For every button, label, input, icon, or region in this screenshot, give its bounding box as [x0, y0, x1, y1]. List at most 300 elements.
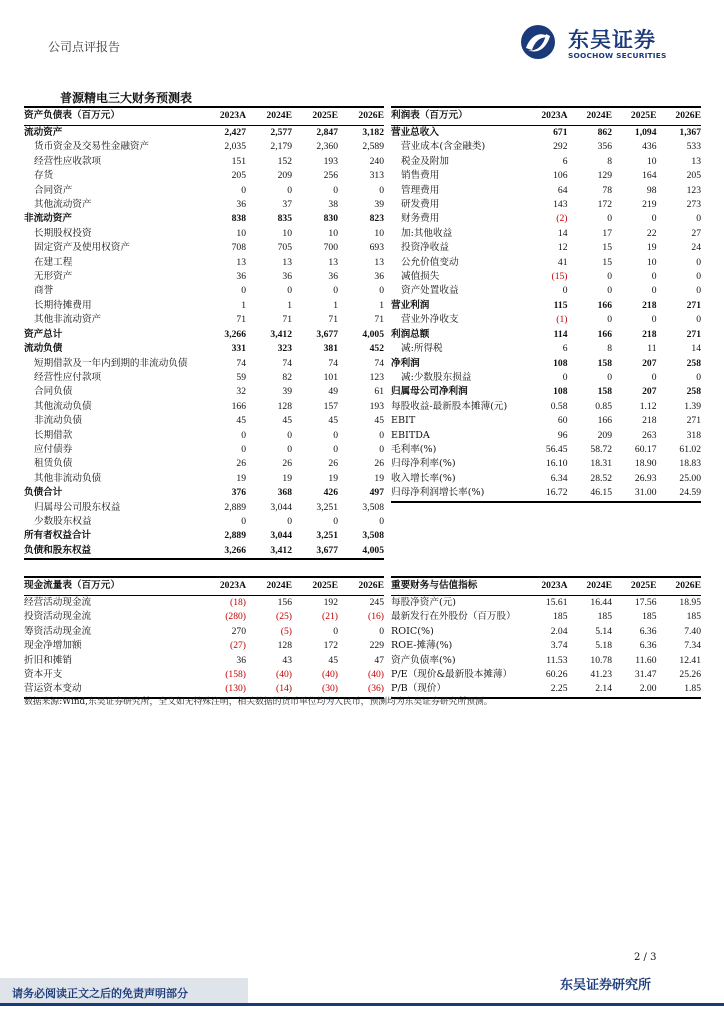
row-label: 每股净资产(元)	[391, 597, 457, 608]
value-text: ( 14 )	[276, 683, 292, 694]
year-header: 2023A	[200, 107, 246, 126]
table-row	[24, 544, 384, 559]
value-cell	[568, 400, 613, 414]
value-cell	[338, 414, 384, 428]
value-text: 10	[374, 227, 384, 239]
value-text: 13	[691, 155, 701, 167]
value-text: 2,847	[316, 127, 338, 138]
value-cell	[292, 328, 338, 342]
table-row	[391, 227, 701, 241]
value-text: 24.59	[679, 487, 701, 499]
value-cell	[200, 198, 246, 212]
value-cell	[657, 371, 702, 385]
footer-divider	[0, 1003, 724, 1006]
value-cell	[292, 668, 338, 682]
value-text: 2,577	[270, 127, 292, 138]
value-text: 7.34	[684, 640, 701, 652]
value-cell	[200, 126, 246, 141]
value-text: 0	[696, 256, 701, 268]
value-cell	[523, 596, 568, 611]
year-header: 2024E	[246, 577, 292, 596]
value-text: ( 30 )	[322, 683, 338, 694]
value-cell	[612, 654, 657, 668]
value-cell	[657, 198, 702, 212]
table-row	[391, 654, 701, 668]
table-row	[391, 184, 701, 198]
row-label: 应付债券	[34, 443, 73, 455]
logo-text-en: SOOCHOW SECURITIES	[568, 51, 667, 60]
row-label: 折旧和摊销	[24, 654, 72, 666]
value-text: 1,367	[679, 127, 701, 138]
value-text: 59	[236, 371, 246, 383]
value-text: 172	[323, 640, 338, 652]
value-cell	[292, 212, 338, 226]
value-cell	[246, 155, 292, 169]
table-row	[391, 284, 701, 298]
row-label: 长期股权投资	[34, 227, 92, 239]
value-text: 2.00	[639, 683, 657, 695]
table-row	[24, 457, 384, 471]
value-cell	[292, 610, 338, 624]
value-cell	[338, 357, 384, 371]
value-cell	[612, 184, 657, 198]
value-text: 8	[607, 155, 612, 167]
cash-flow-table	[24, 576, 384, 699]
value-cell	[657, 357, 702, 371]
value-cell	[657, 385, 702, 399]
table-row	[24, 443, 384, 457]
row-label: 归属母公司净利润	[391, 386, 468, 398]
table-row	[391, 270, 701, 284]
table-header-row	[391, 107, 701, 126]
row-label: 合同资产	[34, 184, 73, 196]
table-row	[391, 472, 701, 486]
value-text: 17.56	[634, 597, 657, 608]
year-header: 2024E	[568, 577, 613, 596]
value-cell	[523, 198, 568, 212]
value-text: 56.45	[545, 443, 568, 455]
value-cell	[657, 241, 702, 255]
value-cell	[657, 155, 702, 169]
value-cell	[338, 443, 384, 457]
value-cell	[568, 682, 613, 697]
value-cell	[568, 270, 613, 284]
value-text: 0	[696, 314, 701, 326]
row-label: EBITDA	[391, 429, 430, 441]
value-cell	[568, 639, 613, 653]
value-cell	[292, 126, 338, 141]
value-cell	[338, 400, 384, 414]
value-text: 273	[686, 199, 701, 211]
value-cell	[657, 169, 702, 183]
row-label: 收入增长率(%)	[391, 472, 456, 484]
value-text: 32	[236, 386, 246, 398]
value-text: 151	[231, 155, 246, 167]
value-text: 38	[328, 199, 338, 211]
value-cell	[657, 256, 702, 270]
row-label: 非流动负债	[34, 415, 82, 427]
value-cell	[246, 270, 292, 284]
balance-sheet-table	[24, 106, 384, 560]
value-text: 74	[328, 357, 338, 369]
value-text: 11.53	[546, 654, 568, 666]
table-row	[24, 385, 384, 399]
value-cell	[338, 299, 384, 313]
value-cell	[523, 270, 568, 284]
value-cell	[200, 472, 246, 486]
row-label: 毛利率(%)	[391, 443, 437, 455]
value-cell	[246, 328, 292, 342]
value-text: 123	[369, 371, 384, 383]
value-text: ( 130 )	[225, 683, 246, 694]
value-cell	[568, 256, 613, 270]
value-text: 3,182	[362, 127, 384, 138]
row-label: 资本开支	[24, 669, 63, 681]
table-row	[24, 639, 384, 653]
year-header: 2023A	[200, 577, 246, 596]
year-header: 2026E	[657, 107, 702, 126]
value-cell	[200, 169, 246, 183]
value-text: 10	[646, 155, 657, 167]
income-statement-table	[391, 106, 701, 503]
value-cell	[657, 313, 702, 327]
value-text: 45	[328, 654, 338, 666]
value-cell	[523, 429, 568, 443]
value-text: 0	[241, 515, 246, 527]
value-text: 3,508	[362, 501, 384, 513]
value-text: 0	[333, 429, 338, 441]
value-text: 1	[333, 299, 338, 311]
value-cell	[246, 371, 292, 385]
value-cell	[612, 443, 657, 457]
value-text: 0	[562, 371, 568, 383]
value-cell	[200, 357, 246, 371]
value-text: 240	[369, 155, 384, 167]
value-cell	[200, 610, 246, 624]
value-text: 0	[607, 285, 612, 297]
value-cell	[292, 342, 338, 356]
value-text: 7.40	[684, 625, 701, 637]
value-cell	[292, 486, 338, 500]
value-text: 0	[651, 314, 657, 326]
value-text: 368	[277, 487, 292, 499]
value-cell	[200, 155, 246, 169]
value-text: 10	[236, 227, 246, 239]
value-cell	[246, 443, 292, 457]
value-text: 218	[642, 328, 657, 340]
row-label: 营业利润	[391, 299, 430, 311]
value-text: 158	[597, 386, 612, 398]
table-row	[391, 371, 701, 385]
row-label: 存货	[34, 170, 54, 182]
report-type-label: 公司点评报告	[48, 40, 121, 54]
value-cell	[523, 212, 568, 226]
value-text: 166	[597, 328, 612, 340]
value-cell	[338, 212, 384, 226]
value-cell	[523, 639, 568, 653]
value-text: 700	[323, 242, 338, 254]
value-text: 0	[333, 515, 338, 527]
row-label: 管理费用	[401, 184, 440, 196]
value-text: 74	[236, 357, 246, 369]
row-label: 经营性应付款项	[34, 371, 102, 383]
value-text: 1.85	[684, 683, 701, 695]
value-text: 11	[647, 343, 657, 355]
value-cell	[338, 198, 384, 212]
value-cell	[612, 400, 657, 414]
value-cell	[568, 227, 613, 241]
value-text: ( 40 )	[322, 669, 338, 680]
value-text: 108	[553, 386, 568, 398]
value-text: 0	[696, 271, 701, 283]
table-row	[24, 169, 384, 183]
row-label: 最新发行在外股份（百万股）	[391, 611, 516, 623]
value-text: 19	[282, 472, 292, 484]
value-text: 49	[328, 386, 338, 398]
row-label: 减:少数股东损益	[401, 371, 472, 383]
value-cell	[612, 639, 657, 653]
value-text: 0	[379, 429, 384, 441]
value-text: 15.61	[545, 597, 568, 608]
value-text: 3.74	[550, 640, 568, 652]
value-cell	[523, 625, 568, 639]
value-cell	[657, 284, 702, 298]
value-text: 11.60	[635, 654, 657, 666]
value-text: 830	[323, 213, 338, 225]
value-cell	[338, 328, 384, 342]
table-row	[24, 357, 384, 371]
value-cell	[568, 443, 613, 457]
value-cell	[338, 313, 384, 327]
value-text: ( 158 )	[225, 669, 246, 680]
value-text: 45	[328, 415, 338, 427]
value-text: 58.72	[590, 443, 612, 455]
value-text: 0	[241, 429, 246, 441]
value-cell	[612, 371, 657, 385]
value-text: 3,044	[270, 501, 292, 513]
value-cell	[246, 472, 292, 486]
value-cell	[246, 256, 292, 270]
value-cell	[246, 241, 292, 255]
value-cell	[612, 457, 657, 471]
table-row	[391, 313, 701, 327]
value-cell	[612, 357, 657, 371]
value-text: 4,005	[362, 544, 384, 556]
value-text: 0	[651, 213, 657, 225]
value-cell	[292, 155, 338, 169]
year-header: 2025E	[292, 577, 338, 596]
value-text: 452	[369, 343, 384, 355]
value-text: 0	[607, 213, 612, 225]
row-label: 营业总收入	[391, 127, 439, 138]
value-text: ( 21 )	[322, 611, 338, 622]
table-row	[24, 184, 384, 198]
value-cell	[338, 544, 384, 559]
value-text: 313	[369, 170, 384, 182]
row-label: 负债和股东权益	[24, 544, 92, 556]
year-header: 2026E	[338, 577, 384, 596]
value-text: 356	[597, 141, 612, 153]
value-cell	[338, 270, 384, 284]
value-cell	[612, 625, 657, 639]
table-row	[391, 429, 701, 443]
table-row	[391, 457, 701, 471]
table-row	[24, 654, 384, 668]
value-text: 10	[282, 227, 292, 239]
value-cell	[200, 457, 246, 471]
row-label: 在建工程	[34, 256, 73, 268]
row-label: 资产处置收益	[401, 285, 459, 297]
value-cell	[612, 140, 657, 154]
value-cell	[568, 284, 613, 298]
soochow-logo-icon	[518, 22, 562, 62]
value-text: 2,427	[224, 127, 246, 138]
table-row	[391, 610, 701, 624]
value-text: 0	[287, 184, 292, 196]
value-cell	[246, 140, 292, 154]
value-text: 22	[646, 227, 657, 239]
value-cell	[292, 241, 338, 255]
value-text: 74	[374, 357, 384, 369]
value-cell	[523, 155, 568, 169]
value-cell	[292, 385, 338, 399]
value-text: 3,044	[270, 530, 292, 542]
year-header: 2025E	[612, 577, 657, 596]
value-text: ( 18 )	[230, 597, 246, 608]
value-text: 0	[379, 515, 384, 527]
value-cell	[657, 184, 702, 198]
value-cell	[246, 357, 292, 371]
row-label: 流动负债	[24, 343, 63, 355]
row-label: 合同负债	[34, 386, 73, 398]
value-cell	[657, 212, 702, 226]
value-cell	[657, 639, 702, 653]
value-text: 838	[231, 213, 246, 225]
value-cell	[657, 457, 702, 471]
row-label: 利润总额	[391, 328, 430, 340]
value-text: 19	[236, 472, 246, 484]
value-cell	[523, 457, 568, 471]
value-text: 0.58	[550, 400, 568, 412]
key-indicators-table	[391, 576, 701, 699]
value-cell	[523, 654, 568, 668]
value-text: 3,251	[316, 501, 338, 513]
value-cell	[200, 486, 246, 500]
value-cell	[568, 486, 613, 501]
value-cell	[292, 357, 338, 371]
value-text: ( 15 )	[552, 271, 568, 282]
value-cell	[523, 610, 568, 624]
table-row	[24, 414, 384, 428]
row-label: 投资净收益	[401, 242, 449, 254]
value-text: 376	[231, 487, 246, 499]
value-text: 13	[236, 256, 246, 268]
value-text: 71	[282, 314, 292, 326]
value-cell	[338, 529, 384, 543]
value-cell	[523, 169, 568, 183]
value-text: 26	[374, 458, 384, 470]
value-cell	[338, 639, 384, 653]
value-cell	[200, 227, 246, 241]
table-row	[24, 501, 384, 515]
value-text: 18.83	[679, 458, 701, 470]
table-row	[24, 198, 384, 212]
value-cell	[292, 184, 338, 198]
value-cell	[612, 241, 657, 255]
value-cell	[568, 184, 613, 198]
value-text: 3,508	[362, 530, 384, 542]
value-cell	[200, 414, 246, 428]
value-cell	[523, 682, 568, 697]
value-text: 3,266	[224, 544, 246, 556]
value-text: 36	[236, 271, 246, 283]
value-text: 218	[642, 415, 657, 427]
value-text: 2,889	[224, 530, 246, 542]
value-cell	[612, 155, 657, 169]
value-cell	[338, 184, 384, 198]
value-cell	[200, 140, 246, 154]
row-label: 其他非流动资产	[34, 314, 102, 326]
row-label: 归母净利润增长率(%)	[391, 487, 485, 499]
value-text: 3,677	[316, 544, 338, 556]
table-row	[24, 256, 384, 270]
table-row	[391, 443, 701, 457]
value-text: 1,094	[634, 127, 657, 138]
value-text: 5.14	[595, 625, 612, 637]
row-label: 所有者权益合计	[24, 530, 92, 542]
value-text: 0	[562, 285, 568, 297]
row-label: 减:所得税	[401, 343, 443, 355]
value-cell	[338, 155, 384, 169]
table-row	[24, 596, 384, 611]
row-label: 其他流动负债	[34, 400, 92, 412]
value-text: 47	[374, 654, 384, 666]
row-label: 财务费用	[401, 213, 440, 225]
row-label: 长期待摊费用	[34, 299, 92, 311]
value-text: 2.04	[550, 625, 568, 637]
value-cell	[338, 654, 384, 668]
value-cell	[657, 443, 702, 457]
table-row	[391, 596, 701, 611]
value-cell	[200, 299, 246, 313]
value-cell	[523, 414, 568, 428]
value-text: 0	[651, 271, 657, 283]
table-row	[391, 400, 701, 414]
value-text: 114	[553, 328, 568, 340]
value-cell	[246, 414, 292, 428]
value-cell	[246, 668, 292, 682]
value-text: 26.93	[634, 472, 657, 484]
value-text: 0	[607, 314, 612, 326]
value-text: 381	[323, 343, 338, 355]
value-cell	[200, 371, 246, 385]
value-cell	[612, 486, 657, 501]
value-text: 156	[277, 597, 292, 608]
table-title: 利润表（百万元）	[391, 107, 523, 126]
year-header: 2025E	[612, 107, 657, 126]
value-text: 12.41	[679, 654, 701, 666]
row-label: 净利润	[391, 357, 420, 369]
value-cell	[246, 544, 292, 559]
value-cell	[568, 328, 613, 342]
value-text: 6.34	[550, 472, 568, 484]
value-text: 41.23	[590, 669, 612, 681]
value-text: 271	[686, 328, 701, 340]
value-cell	[200, 313, 246, 327]
value-cell	[338, 126, 384, 141]
table-row	[391, 328, 701, 342]
value-text: 1	[379, 299, 384, 311]
